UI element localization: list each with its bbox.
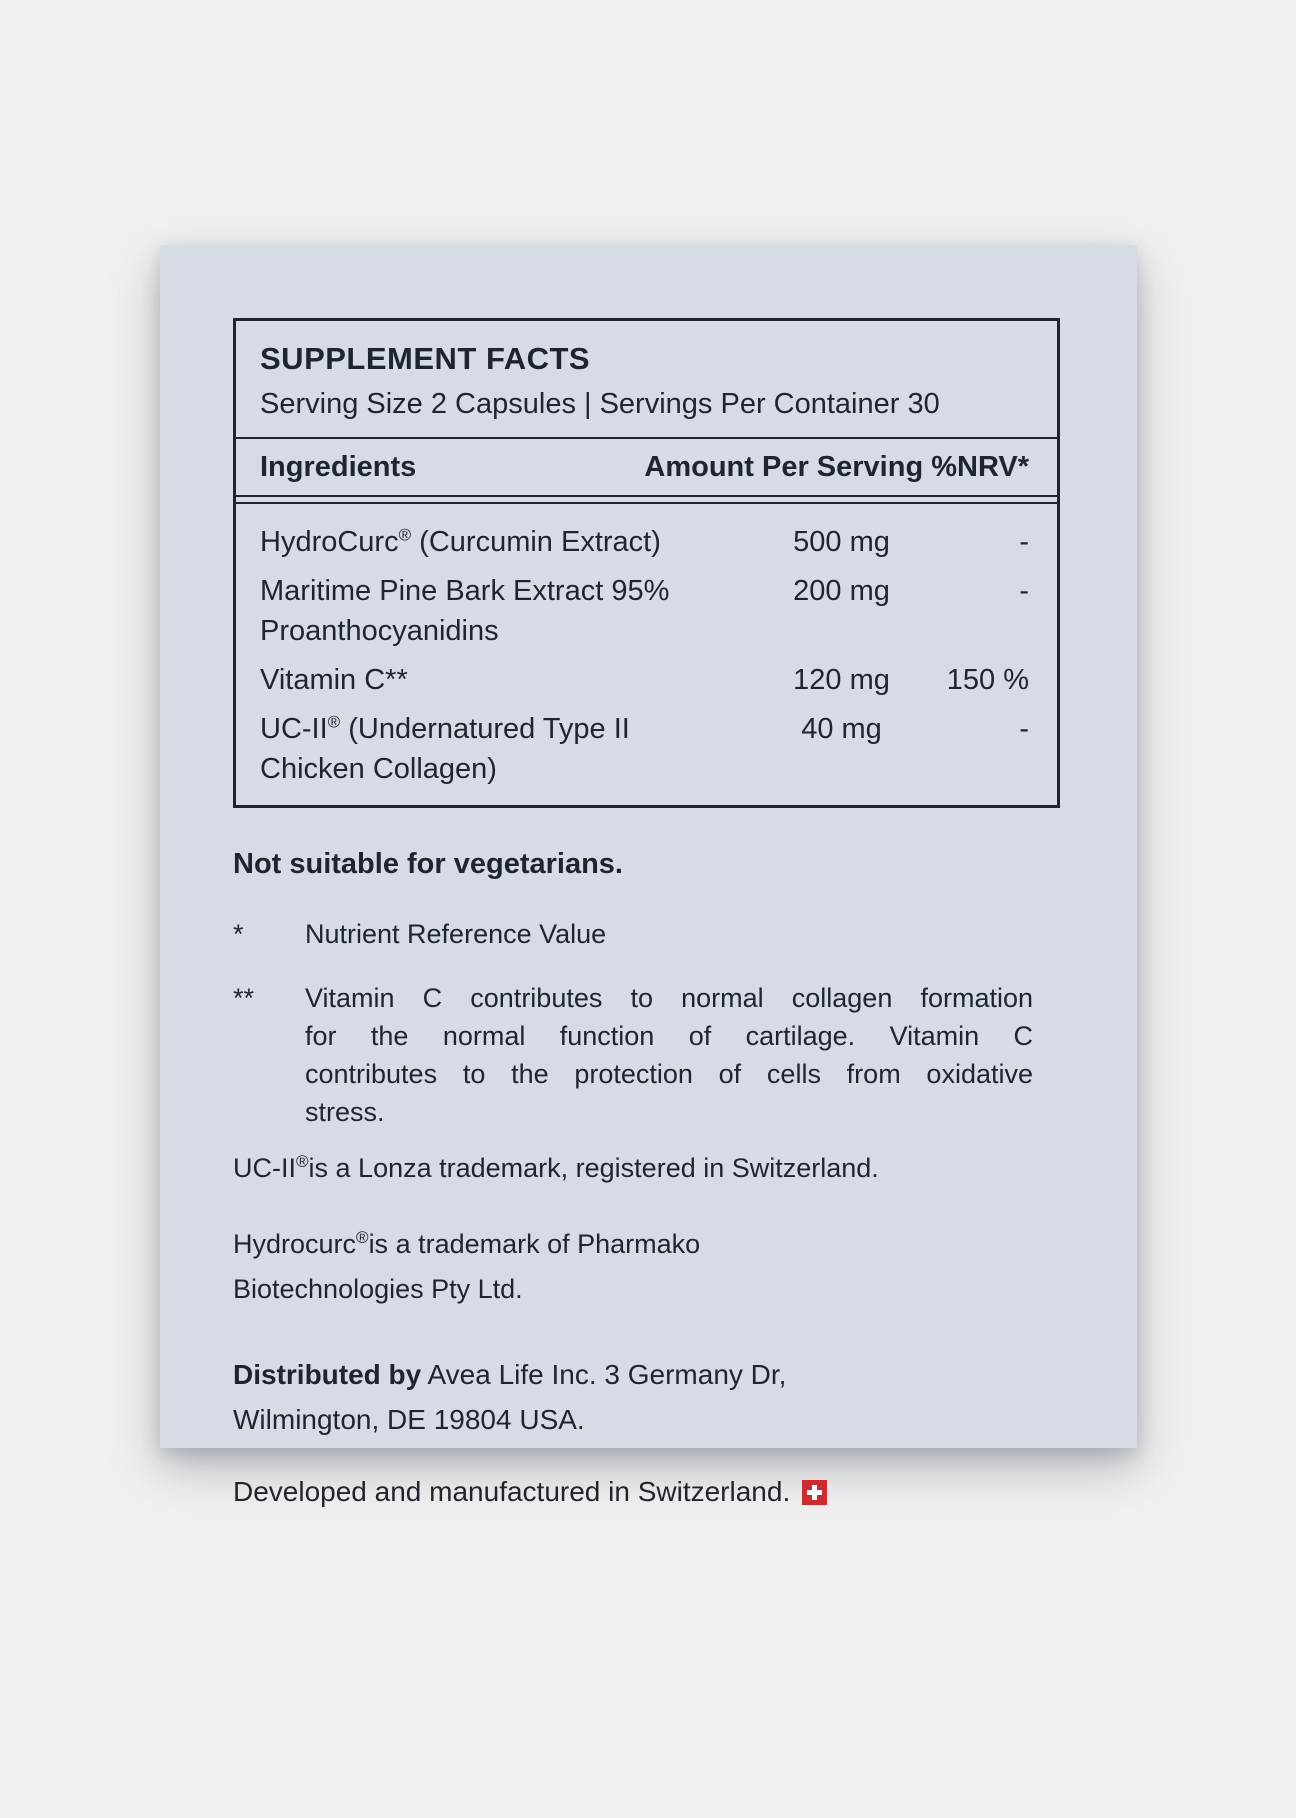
trademark-name: UC-II [233, 1153, 296, 1183]
supplement-label-card [160, 245, 1137, 1507]
distributed-by-label: Distributed by [233, 1359, 422, 1390]
ingredient-name-text: Vitamin C** [260, 664, 408, 696]
ingredient-nrv: - [1019, 575, 1029, 607]
table-column-headers [236, 439, 1057, 495]
trademark-text: is a Lonza trademark, registered in Switzerland. [308, 1153, 879, 1183]
made-in-text: Developed and manufactured in Switzerland. [233, 1476, 791, 1507]
ingredient-row [260, 709, 1029, 789]
ingredient-name-text: UC-II [260, 713, 328, 745]
hydrocurc-trademark-note [233, 1222, 1077, 1312]
ingredient-row [260, 522, 1029, 562]
ingredient-name [260, 709, 759, 789]
ingredient-amount: 120 mg [793, 664, 890, 696]
registered-trademark-symbol: ® [356, 1228, 369, 1247]
amount-nrv-column-header: Amount Per Serving %NRV* [644, 450, 1029, 483]
ingredient-nrv: - [1019, 713, 1029, 745]
header-divider [236, 495, 1057, 504]
ingredient-name-rest: (Curcumin Extract) [411, 526, 661, 558]
serving-info: Serving Size 2 Capsules | Servings Per Container 30 [260, 388, 940, 420]
ucii-trademark-note [233, 1153, 1077, 1184]
ingredient-amount: 40 mg [801, 713, 882, 745]
footnote-text: Nutrient Reference Value [305, 919, 607, 949]
ingredient-amount: 200 mg [793, 575, 890, 607]
ingredient-amount: 500 mg [793, 526, 890, 558]
supplement-facts-title: SUPPLEMENT FACTS [260, 341, 591, 376]
vegetarian-warning: Not suitable for vegetarians. [233, 848, 623, 880]
distributor-address-line2: Wilmington, DE 19804 USA. [233, 1404, 585, 1435]
registered-trademark-symbol: ® [327, 712, 341, 732]
distributor-info [233, 1352, 1077, 1442]
supplement-facts-table [233, 318, 1060, 808]
vitamin-c-footnote [233, 979, 1033, 1131]
nrv-footnote [233, 919, 1033, 949]
footnote-marker: ** [233, 983, 255, 1013]
ingredient-name-rest: (Undernatured Type II Chicken Collagen) [260, 713, 630, 785]
ingredients-column-header: Ingredients [260, 450, 417, 483]
ingredient-name-text: Maritime Pine Bark Extract 95% Proanthocyanidins [260, 575, 670, 647]
trademark-text: is a trademark of Pharmako [368, 1229, 701, 1259]
footnote-line: stress. [305, 1097, 385, 1127]
ingredient-name [260, 522, 759, 562]
footnote-text [305, 979, 1033, 1131]
ingredient-row [260, 660, 1029, 700]
registered-trademark-symbol: ® [296, 1152, 309, 1171]
footnote-line: for the normal function of cartilage. Vitamin C [305, 1021, 1033, 1051]
trademark-text-line2: Biotechnologies Pty Ltd. [233, 1274, 523, 1304]
footnote-line: Vitamin C contributes to normal collagen formation [305, 983, 1033, 1013]
ingredient-nrv: 150 % [946, 664, 1029, 696]
swiss-flag-icon [802, 1480, 827, 1505]
swiss-flag-cross-bar [812, 1485, 817, 1500]
footnote-line: contributes to the protection of cells from oxidative [305, 1059, 1033, 1089]
made-in-note [233, 1476, 1077, 1508]
ingredient-row [260, 571, 1029, 651]
registered-trademark-symbol: ® [398, 525, 412, 545]
ingredient-name-text: HydroCurc [260, 526, 399, 558]
ingredient-nrv: - [1019, 526, 1029, 558]
ingredient-name [260, 660, 759, 700]
ingredient-name [260, 571, 759, 651]
trademark-name: Hydrocurc [233, 1229, 357, 1259]
facts-body [236, 504, 1057, 805]
footnote-marker: * [233, 919, 244, 949]
facts-header [236, 321, 1057, 439]
distributor-address-line1: Avea Life Inc. 3 Germany Dr, [421, 1359, 787, 1390]
